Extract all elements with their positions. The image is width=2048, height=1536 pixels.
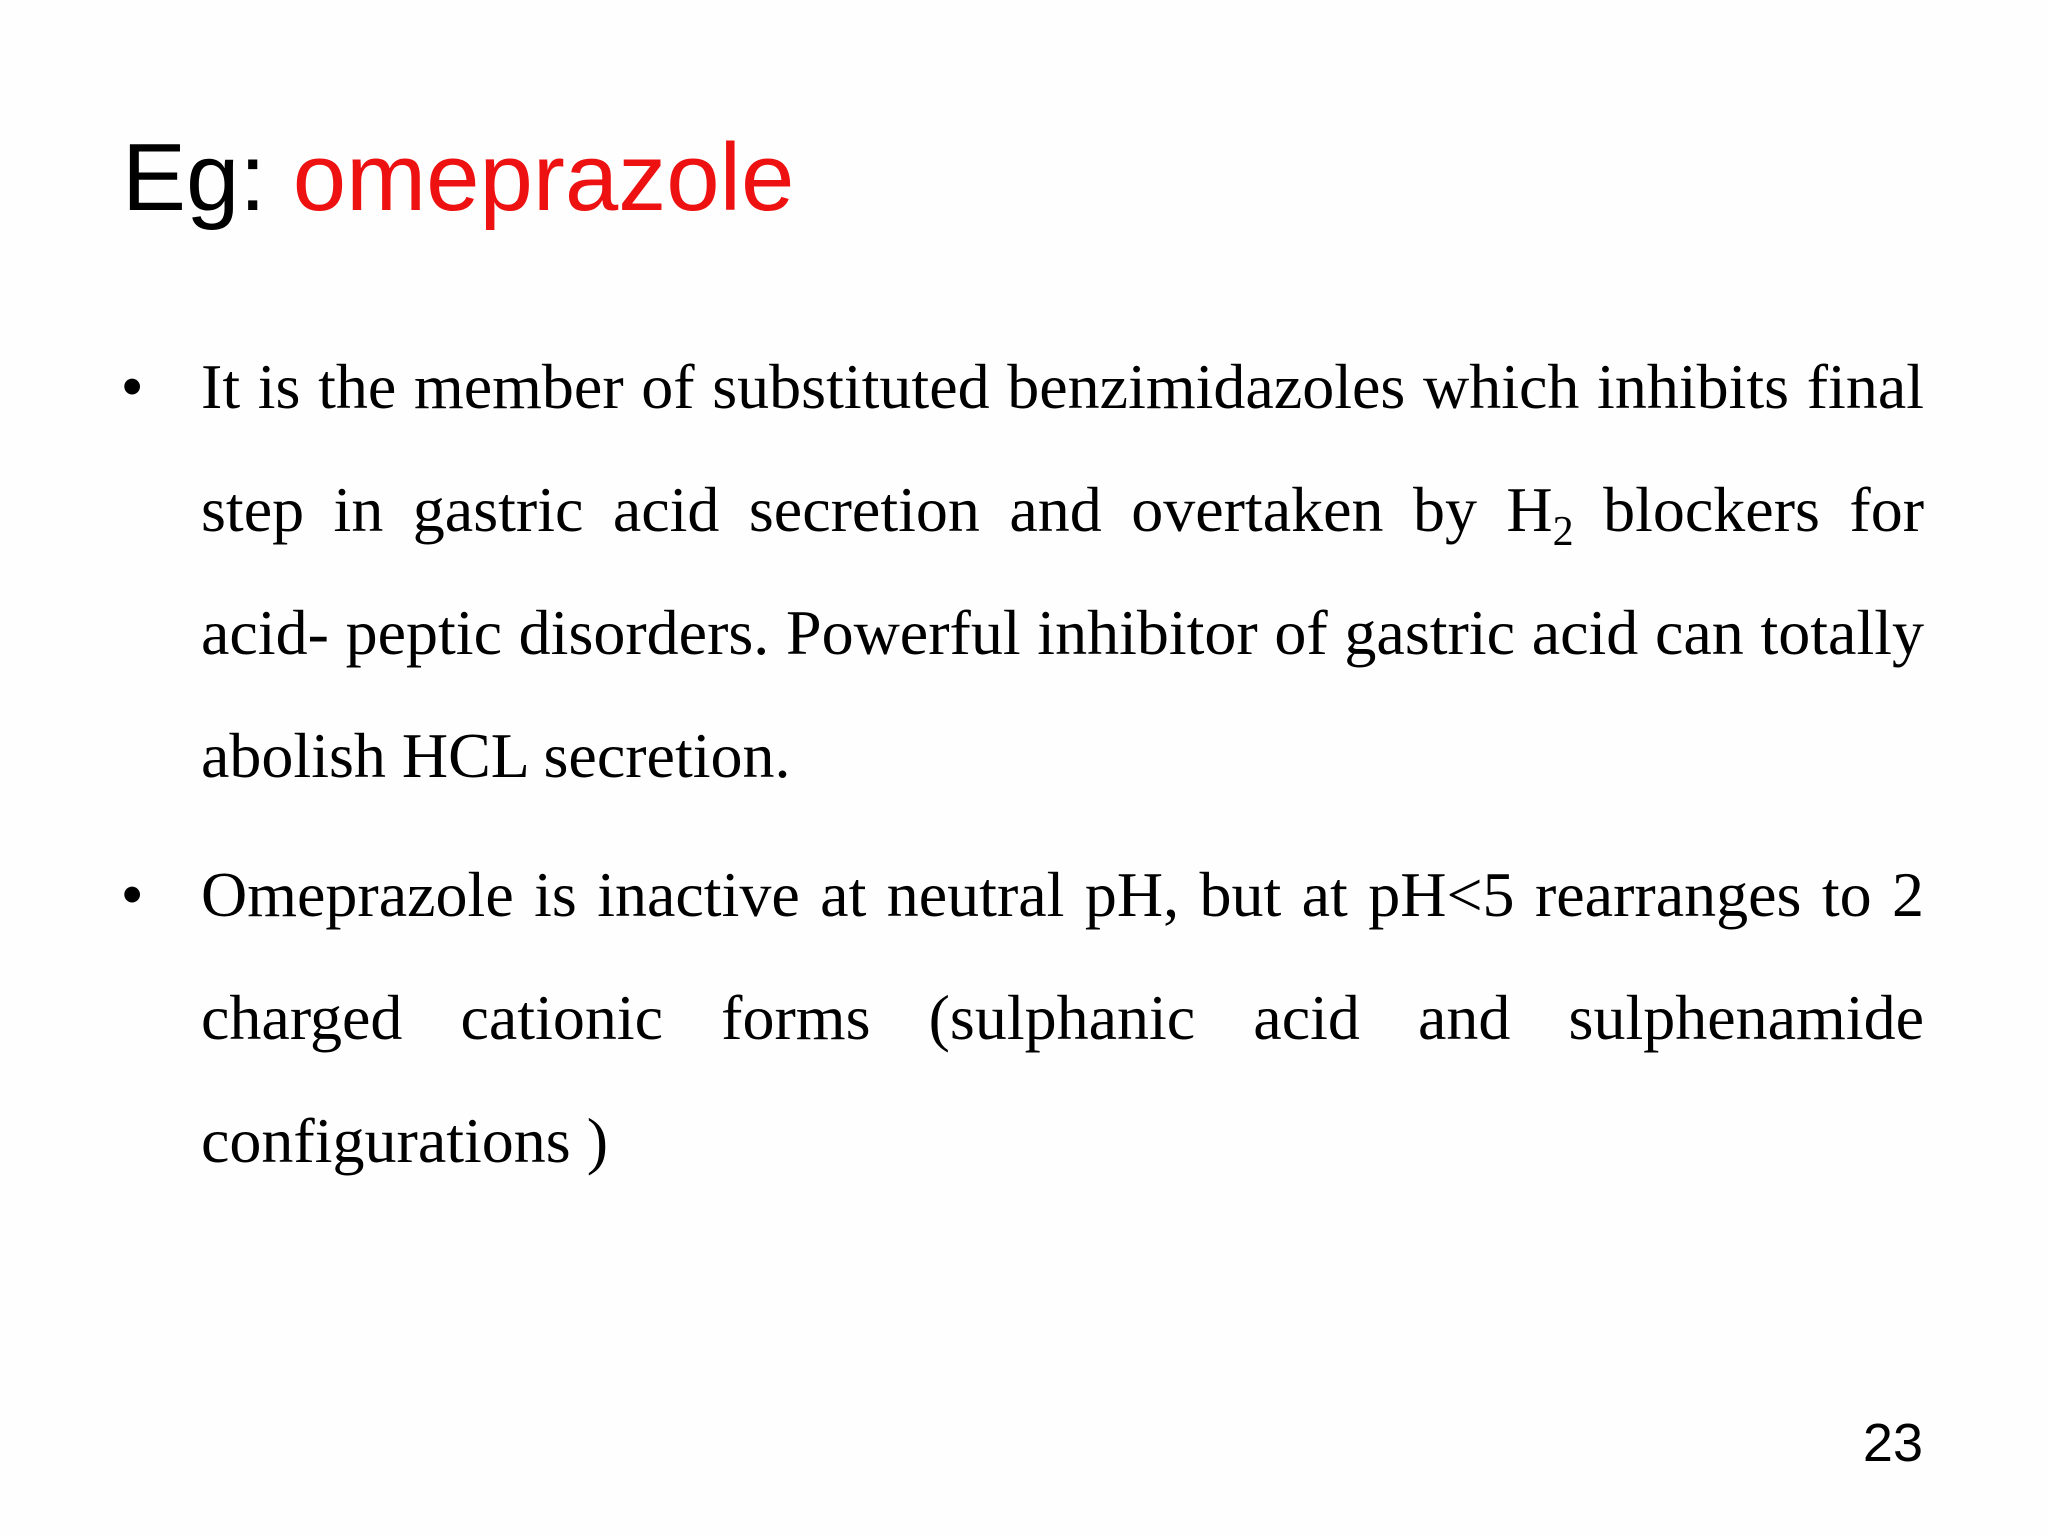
slide-number: 23: [1862, 1413, 1923, 1473]
bullet-icon: •: [122, 862, 143, 927]
bullet-item: [122, 833, 1924, 1202]
subscript: 2: [1552, 509, 1574, 555]
title-prefix: Eg:: [122, 124, 293, 231]
bullet-item: [122, 325, 1924, 817]
slide-title: [122, 124, 795, 231]
bullet-text-part: blockers for acid- peptic disorders. Powerful inhibitor of gastric acid can totally abolish HCL secretion.: [201, 474, 1925, 791]
bullet-list: [122, 325, 1924, 1218]
bullet-icon: •: [122, 354, 143, 419]
bullet-text: [201, 351, 1924, 791]
bullet-text-part: It is the member of substituted benzimidazoles which inhibits final step in gastric acid secretion and overtaken by H: [201, 351, 1924, 545]
title-drug-name: omeprazole: [292, 124, 795, 231]
bullet-text: Omeprazole is inactive at neutral pH, but at pH<5 rearranges to 2 charged cationic forms (sulphanic acid and sulphenamide configurations ): [201, 859, 1924, 1176]
